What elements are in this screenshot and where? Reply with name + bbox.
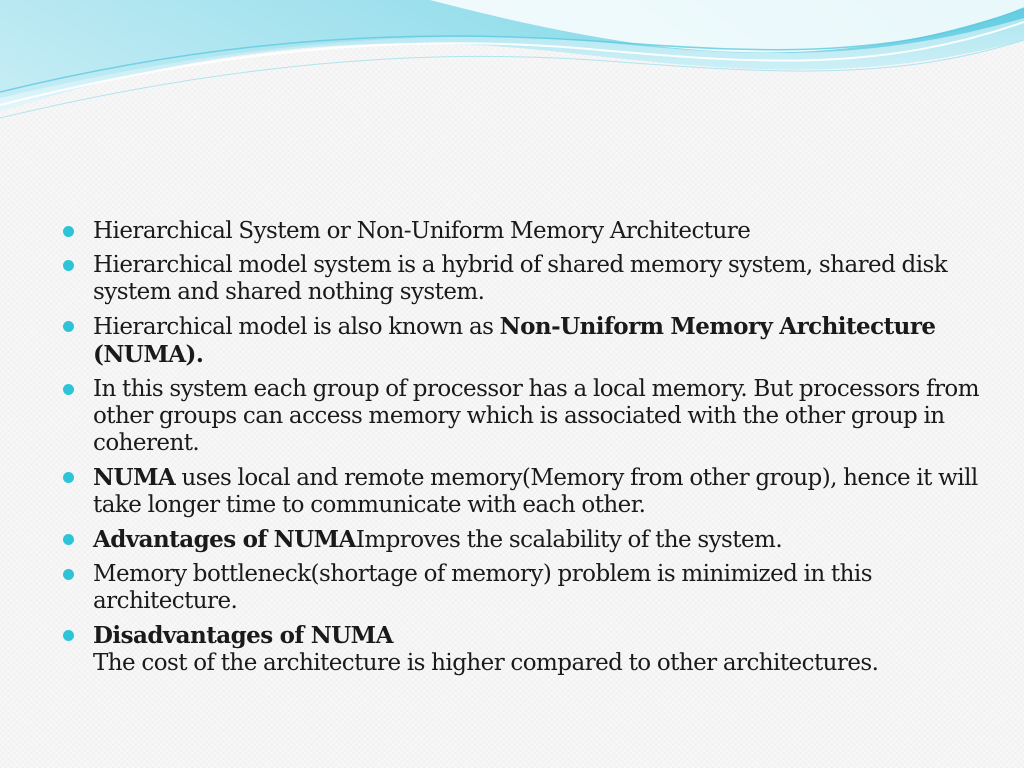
bullet-item-numa-title: [60, 218, 990, 245]
bullet-item-advantages: [60, 526, 990, 554]
bullet-dot-icon: [63, 630, 74, 641]
bullet-dot-icon: [63, 472, 74, 483]
bullet-text: Improves the scalability of the system.: [355, 527, 783, 553]
bullet-dot-icon: [63, 260, 74, 271]
bullet-item-bottleneck: [60, 561, 990, 615]
bullet-list: [60, 218, 990, 677]
bullet-item-hybrid-model: [60, 252, 990, 306]
bullet-item-local-memory: [60, 376, 990, 457]
bullet-text: The cost of the architecture is higher compared to other architectures.: [93, 650, 879, 676]
slide-content: [60, 218, 990, 684]
bullet-dot-icon: [63, 534, 74, 545]
bullet-dot-icon: [63, 384, 74, 395]
header-wave-decoration: [0, 0, 1024, 130]
bullet-text: In this system each group of processor has a local memory. But processors from other groups can access memory which is associated with the other group in coherent.: [93, 376, 979, 456]
bullet-text: Hierarchical model system is a hybrid of shared memory system, shared disk system and shared nothing system.: [93, 252, 948, 305]
bullet-item-disadvantages: [60, 622, 990, 677]
bullet-dot-icon: [63, 321, 74, 332]
bullet-text: Hierarchical model is also known as: [93, 314, 500, 340]
bullet-dot-icon: [63, 569, 74, 580]
bullet-bold-text: Non-Uniform Memory Architecture (NUMA).: [93, 313, 936, 368]
bullet-text: Memory bottleneck(shortage of memory) problem is minimized in this architecture.: [93, 561, 872, 614]
bullet-item-numa-memory: [60, 464, 990, 519]
bullet-text: Hierarchical System or Non-Uniform Memory Architecture: [93, 218, 751, 244]
bullet-bold-text: NUMA: [93, 464, 176, 491]
bullet-text: uses local and remote memory(Memory from other group), hence it will take longer time to communicate with each other.: [93, 465, 978, 518]
bullet-item-also-known-as: [60, 313, 990, 369]
bullet-bold-text: Disadvantages of NUMA: [93, 622, 393, 649]
bullet-bold-text: Advantages of NUMA: [93, 526, 356, 553]
bullet-dot-icon: [63, 226, 74, 237]
